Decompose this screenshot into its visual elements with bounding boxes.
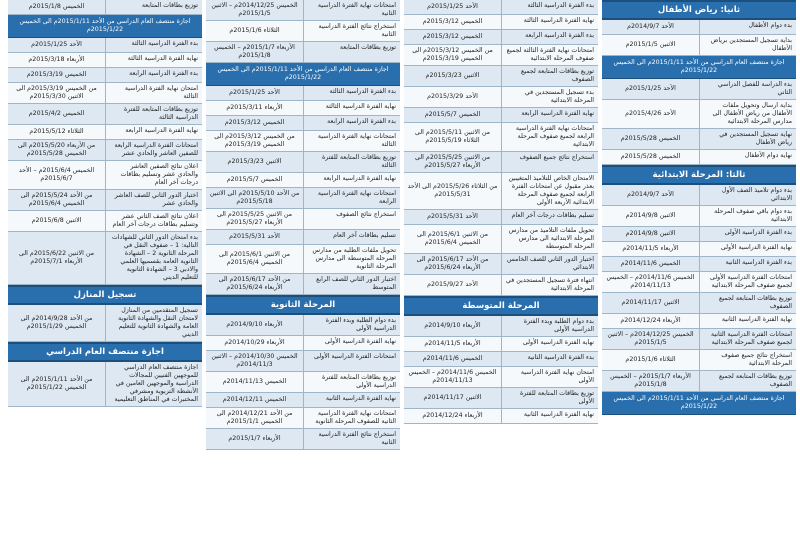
event-cell: بدء الفترة الدراسية الأولى [699,227,796,241]
event-cell: امتحانات الفترة الدراسية الرابعة للصفين العاشر والحادي عشر [105,140,202,160]
table-row [602,79,796,100]
date-cell: الأربعاء 2015/1/7م – الخميس 2015/1/8م [610,373,691,388]
date-cell: الخميس 2015/1/8م [28,3,85,10]
date-cell: من الاثنين 2015/6/1م الى الخميس 2015/6/4م [417,231,488,246]
date-cell: الخميس 2014/11/13م [222,378,287,385]
date-cell: من الأحد 2014/12/21م الى الخميس 2015/1/1م [216,410,293,425]
event-cell: بدء الفترة الدراسية الثالثة [501,0,598,14]
event-cell: امتحان نهاية الفترة الدراسية الأولى [501,367,598,387]
date-cell: الأحد 2015/9/27م [427,281,478,288]
date-cell: من الخميس 2015/3/12م الى الخميس 2015/3/19م [214,133,295,148]
date-cell: الخميس 2014/12/25م – الاثنين 2015/1/5م [607,331,694,346]
table-row [602,150,796,165]
table-row [206,21,400,42]
event-cell: استخراج نتائج الفترة الدراسية الثانية [303,429,400,449]
intermediate-holiday-banner: اجازة منتصف العام الدراسي من الأحد 2015/1/11م الى الخميس 2015/1/22م [206,63,400,86]
table-row [404,275,598,296]
date-cell: الأربعاء 2014/11/5م [622,245,679,252]
event-cell: بدء الفترة الدراسية الثالثة [303,86,400,100]
event-cell: نهاية الفترة الدراسية الأولى [501,337,598,351]
date-cell: الخميس 2014/11/6م [620,260,681,267]
date-cell: الخميس 2014/12/11م [222,396,287,403]
date-cell: الاثنين 2015/3/23م [227,158,282,165]
event-cell: بدء الفترة الدراسية الرابعة [105,68,202,82]
housing-table [8,305,202,342]
column-primary-continued-intermediate [404,0,598,557]
date-cell: الخميس 2015/6/4م – الأحد 2015/6/7م [18,167,95,182]
secondary-continued-table-2 [8,38,202,285]
date-cell: الخميس 2014/11/6م [422,355,483,362]
event-cell: توزيع بطاقات المتابعة [303,42,400,62]
table-row [602,206,796,227]
date-cell: الخميس 2014/12/25م – الاثنين 2015/1/5م [211,2,298,17]
date-cell: الأحد 2015/1/25م [31,41,82,48]
table-row [602,242,796,257]
table-row [404,254,598,275]
date-cell: الخميس 2015/5/7م [226,176,283,183]
event-cell: امتحان نهاية الفترة الدراسية الثالثة [105,83,202,103]
intermediate-table [404,316,598,424]
event-cell: اختبار الدور الثاني للصف الرابع المتوسط [303,274,400,294]
event-cell: استخراج نتائج جميع صفوف المرحلة الابتدائية [699,350,796,370]
event-cell: بدء الدراسة للفصل الدراسي الثاني [699,79,796,99]
table-row [404,316,598,337]
table-row [8,305,202,342]
event-cell: امتحانات الفترة الدراسية الثانية لجميع صفوف المرحلة الابتدائية [699,329,796,349]
event-cell: بدء امتحان الدور الثاني للشهادات التالية: 1 – صفوف النقل في المرحلة الثانوية 2 – الشهادة الثانوية العامة بقسميها العلمي والادبي 3 – الشهادة الثانوية للتعليم الديني [105,232,202,284]
event-cell: امتحانات الفترة الدراسية الأولى [303,351,400,371]
date-cell: الأحد 2015/1/25م [625,85,676,92]
event-cell: بدء دوام تلاميذ الصف الأول الابتدائي [699,185,796,205]
table-row [8,68,202,83]
event-cell: بدء الفترة الدراسية الثالثة [105,38,202,52]
event-cell: نهاية الفترة الدراسية الثانية [501,409,598,423]
secondary-holiday-banner: اجازة منتصف العام الدراسي من الأحد 2015/1/11م الى الخميس 2015/1/22م [8,15,202,38]
secondary-continued-table [8,0,202,15]
table-row [8,83,202,104]
midyear-table [8,362,202,407]
event-cell: تسليم بطاقات آخر العام [303,230,400,244]
date-cell: الأربعاء 2015/3/11م [226,104,283,111]
date-cell: من الأحد 2014/9/28م الى الخميس 2015/1/29م [20,315,93,330]
event-cell: توزيع بطاقات المتابعة للفترة الدراسية الأولى [303,372,400,392]
date-cell: من الأحد 2015/5/10م الى الاثنين 2015/5/18م [209,190,300,205]
event-cell: نهاية الفترة الدراسية الأولى [699,242,796,256]
event-cell: امتحانات نهاية الفترة الدراسية الثانية للصفوف المرحلة الثانوية [303,408,400,428]
event-cell: الامتحان الخاص للتلاميذ المتغيبين بعذر مقبول عن امتحانات الفترة الرابعة لجميع صفوف المرحلة الابتدائية الأربعة الأولى [501,173,598,209]
table-row [602,185,796,206]
event-cell: نهاية الفترة الدراسية الثانية [303,393,400,407]
table-row [602,257,796,272]
table-row [206,131,400,152]
midyear-header: اجازة منتصف العام الدراسي [8,342,202,362]
date-cell: من الأحد 2015/1/11م الى الخميس 2015/1/22م [20,376,93,391]
table-row [404,30,598,45]
date-cell: الأربعاء 2014/12/24م [422,412,483,419]
event-cell: بدء الفترة الدراسية الثانية [699,257,796,271]
date-cell: الأربعاء 2014/12/24م [620,317,681,324]
table-row [8,232,202,285]
table-row [404,367,598,388]
event-cell: توزيع بطاقات المتابعة للفترة الأولى [501,388,598,408]
primary-continued-table [404,0,598,296]
table-row [602,272,796,293]
event-cell: انتهاء فترة تسجيل المستجدين في المرحلة الابتدائية [501,275,598,295]
event-cell: بدء الفترة الدراسية الرابعة [303,116,400,130]
date-cell: من الخميس 2015/3/19م الى الاثنين 2015/3/30م [16,85,97,100]
table-row [404,87,598,108]
date-cell: الثلاثاء 2015/5/12م [29,128,84,135]
date-cell: الأربعاء 2014/10/29م [224,339,285,346]
event-cell: تحويل ملفات التلاميذ من مدارس المرحلة الابتدائية الى مدارس المرحلة المتوسطة [501,225,598,253]
date-cell: من الاثنين 2015/6/1م الى الخميس 2015/6/4م [219,251,290,266]
date-cell: الأحد 2014/9/7م [627,23,674,30]
secondary-header: المرحلة الثانوية [206,295,400,315]
date-cell: الخميس 2015/3/12م [422,33,483,40]
table-row [8,53,202,68]
table-row [404,337,598,352]
table-row [206,152,400,173]
table-row [8,125,202,140]
event-cell: نهاية الفترة الدراسية الرابعة [501,108,598,122]
event-cell: بدء الفترة الدراسية الثانية [501,352,598,366]
event-cell: تحويل ملفات الطلبة من مدارس المرحلة المتوسطة الى مدارس المرحلة الثانوية [303,245,400,273]
table-row [206,86,400,101]
date-cell: من الاثنين 2015/6/22م الى الأربعاء 2015/7/1م [19,250,94,265]
date-cell: الاثنين 2014/11/17م [423,394,482,401]
table-row [8,161,202,190]
table-row [602,371,796,392]
event-cell: نهاية الفترة الدراسية الثانية [699,314,796,328]
event-cell: توزيع بطاقات المتابعة لجميع الصفوف [699,371,796,391]
date-cell: الأحد 2014/9/7م [627,191,674,198]
date-cell: الخميس 2015/4/2م [28,110,85,117]
table-row [602,35,796,56]
table-row [206,42,400,63]
table-row [206,188,400,209]
table-row [206,429,400,450]
table-row [602,20,796,35]
kindergarten-holiday-banner: اجازة منتصف العام الدراسي من الأحد 2015/1/11م الى الخميس 2015/1/22م [602,56,796,79]
date-cell: الأحد 2015/5/31م [427,213,478,220]
date-cell: الأحد 2015/1/25م [427,3,478,10]
event-cell: نهاية الفترة الدراسية الرابعة [105,125,202,139]
table-row [8,190,202,211]
date-cell: من الخميس 2015/3/12م الى الخميس 2015/3/19م [412,47,493,62]
table-row [404,15,598,30]
date-cell: الخميس 2015/3/12م [422,18,483,25]
table-row [206,393,400,408]
date-cell: من الأحد 2015/6/17م الى الأربعاء 2015/6/24م [218,276,291,291]
date-cell: الخميس 2014/11/6م – الخميس 2014/11/13م [408,369,497,384]
table-row [602,350,796,371]
event-cell: بداية تسجيل المستجدين برياض الأطفال [699,35,796,55]
date-cell: الأربعاء 2015/3/18م [28,56,85,63]
event-cell: امتحانات نهاية الفترة الثالثة لجميع صفوف المرحلة الابتدائية [501,45,598,65]
date-cell: الأحد 2015/4/26م [625,110,676,117]
date-cell: الاثنين 2014/9/8م [625,230,676,237]
date-cell: الأربعاء 2014/9/10م [424,322,481,329]
event-cell: استخراج نتائج الصفوف [303,209,400,229]
table-row [404,152,598,173]
table-row [206,173,400,188]
table-row [206,336,400,351]
event-cell: استخراج نتائج الفترة الدراسية الثانية [303,21,400,41]
event-cell: تسليم بطاقات درجات آخر العام [501,210,598,224]
event-cell: بداية ارسال وتحويل ملفات الأطفال من رياض الأطفال الى مدارس المرحلة الابتدائية [699,100,796,128]
event-cell: توزيع بطاقات المتابعة للفترة الدراسية الثالثة [105,104,202,124]
event-cell: نهاية الفترة الدراسية الثالثة [105,53,202,67]
event-cell: نهاية الفترة الدراسية الثالثة [303,101,400,115]
table-row [206,351,400,372]
date-cell: الاثنين 2014/11/17م [621,299,680,306]
column-intermediate-continued-secondary [206,0,400,557]
secondary-table [206,315,400,450]
date-cell: الثلاثاء 2015/1/6م [625,356,676,363]
table-row [206,101,400,116]
table-row [404,0,598,15]
table-row [206,230,400,245]
date-cell: من الاثنين 2015/5/11م الى الثلاثاء 2015/5/19م [415,129,490,144]
primary-table [602,185,796,392]
event-cell: بدء دوام باقي صفوف المرحلة الابتدائية [699,206,796,226]
event-cell: اجازة منتصف العام الدراسي للموجهين الفنيين للمجالات الدراسية والموجهين العامين في الأنشطة التربوية ومشرفي المختبرات في المناطق التعليمية [105,362,202,406]
table-row [404,225,598,254]
date-cell: من الاثنين 2015/5/25م الى الأربعاء 2015/5/27م [415,154,490,169]
date-cell: الاثنين 2015/1/5م [625,41,676,48]
intermediate-continued-table-2 [206,86,400,295]
date-cell: الاثنين 2014/9/8م [625,212,676,219]
table-row [404,173,598,210]
date-cell: من الأحد 2015/5/24م الى الخميس 2015/6/4م [20,192,93,207]
date-cell: الخميس 2014/11/6م – الخميس 2014/11/13م [606,274,695,289]
table-row [206,408,400,429]
date-cell: الخميس 2015/3/19م [26,71,87,78]
table-row [8,38,202,53]
kindergarten-table-2 [602,79,796,165]
date-cell: الخميس 2014/10/30م – الاثنين 2014/11/3م [211,353,298,368]
table-row [206,209,400,230]
event-cell: بدء دوام الأطفال [699,20,796,34]
date-cell: الأربعاء 2015/1/7م [228,435,281,442]
table-row [602,293,796,314]
date-cell: الخميس 2015/5/7م [424,111,481,118]
date-cell: الخميس 2015/5/28م [620,135,681,142]
table-row [206,0,400,21]
date-cell: الأربعاء 2014/9/10م [226,321,283,328]
table-row [206,315,400,336]
table-row [206,274,400,295]
table-row [404,66,598,87]
column-kindergarten-primary [602,0,796,557]
kindergarten-header: ثانيا: رياض الأطفال [602,0,796,20]
event-cell: بدء تسجيل المستجدين في المرحلة الابتدائية [501,87,598,107]
date-cell: من الأحد 2015/6/17م الى الأربعاء 2015/6/24م [416,256,489,271]
table-row [404,210,598,225]
table-row [206,245,400,274]
table-row [404,108,598,123]
date-cell: الاثنين 2015/3/23م [425,72,480,79]
date-cell: من الثلاثاء 2015/5/26م الى الأحد 2015/5/31م [407,183,498,198]
table-row [602,100,796,129]
event-cell: اعلان نتائج الصف الثاني عشر وتسليم بطاقات درجات آخر العام [105,211,202,231]
table-row [8,140,202,161]
event-cell: بدء دوام الطلبة وبدء الفترة الدراسية الأولى [303,315,400,335]
table-row [602,129,796,150]
event-cell: امتحانات الفترة الدراسية الأولى لجميع صفوف المرحلة الابتدائية [699,272,796,292]
event-cell: بدء الفترة الدراسية الرابعة [501,30,598,44]
event-cell: اختبار الدور الثاني للصف العاشر والحادي عشر [105,190,202,210]
table-row [602,314,796,329]
table-row [404,388,598,409]
event-cell: نهاية تسجيل المستجدين في رياض الأطفال [699,129,796,149]
date-cell: الخميس 2015/3/12م [224,119,285,126]
date-cell: الثلاثاء 2015/1/6م [229,27,280,34]
event-cell: اختبار الدور الثاني للصف الخامس الابتدائي [501,254,598,274]
event-cell: امتحانات نهاية الفترة الدراسية الرابعة لجميع صفوف المرحلة الابتدائية [501,123,598,151]
event-cell: توزيع بطاقات المتابعة للفترة الثالثة [303,152,400,172]
date-cell: الأحد 2015/1/25م [229,89,280,96]
table-row [602,227,796,242]
date-cell: من الاثنين 2015/5/25م الى الأربعاء 2015/5/27م [217,211,292,226]
event-cell: امتحانات نهاية الفترة الدراسية الرابعة [303,188,400,208]
event-cell: نهاية دوام الأطفال [699,150,796,164]
table-row [8,104,202,125]
housing-header: تسجيل المنازل [8,285,202,305]
date-cell: الأربعاء 2014/11/5م [424,340,481,347]
table-row [404,409,598,424]
event-cell: توزيع بطاقات المتابعة لجميع الصفوف [699,293,796,313]
table-row [8,211,202,232]
date-cell: من الأربعاء 2015/5/20م الى الخميس 2015/5/28م [17,142,96,157]
event-cell: نهاية الفترة الدراسية الأولى [303,336,400,350]
table-row [404,123,598,152]
event-cell: توزيع بطاقات المتابعة لجميع الصفوف [501,66,598,86]
event-cell: نهاية الفترة الدراسية الرابعة [303,173,400,187]
event-cell: توزيع بطاقات المتابعة [105,0,202,14]
date-cell: الأحد 2015/3/29م [427,93,478,100]
event-cell: امتحانات نهاية الفترة الدراسية الثالثة [303,131,400,151]
column-secondary-continued-housing [8,0,202,557]
primary-header: ثالثا: المرحلة الابتدائية [602,165,796,185]
event-cell: بدء دوام الطلبة وبدء الفترة الدراسية الأولى [501,316,598,336]
event-cell: استخراج نتائج جميع الصفوف [501,152,598,172]
date-cell: الخميس 2015/5/28م [620,153,681,160]
table-row [404,45,598,66]
intermediate-continued-table [206,0,400,63]
table-row [602,329,796,350]
event-cell: نهاية الفترة الدراسية الثالثة [501,15,598,29]
table-row [8,0,202,15]
event-cell: امتحانات نهاية الفترة الدراسية الثانية [303,0,400,20]
table-row [404,352,598,367]
primary-holiday-banner: اجازة منتصف العام الدراسي من الأحد 2015/1/11م الى الخميس 2015/1/22م [602,392,796,415]
date-cell: الأربعاء 2015/1/7م – الخميس 2015/1/8م [214,44,295,59]
kindergarten-table [602,20,796,56]
event-cell: تسجيل المتقدمين من المنازل لامتحان النقل والشهادة الثانوية العامة والشهادة الثانوية للتعليم الديني [105,305,202,341]
intermediate-header: المرحلة المتوسطة [404,296,598,316]
table-row [206,116,400,131]
date-cell: الأحد 2015/5/31م [229,233,280,240]
table-row [8,362,202,407]
event-cell: اعلان نتائج الصفين العاشر والحادي عشر وتسليم بطاقات درجات آخر العام [105,161,202,189]
date-cell: الاثنين 2015/6/8م [31,217,82,224]
table-row [206,372,400,393]
